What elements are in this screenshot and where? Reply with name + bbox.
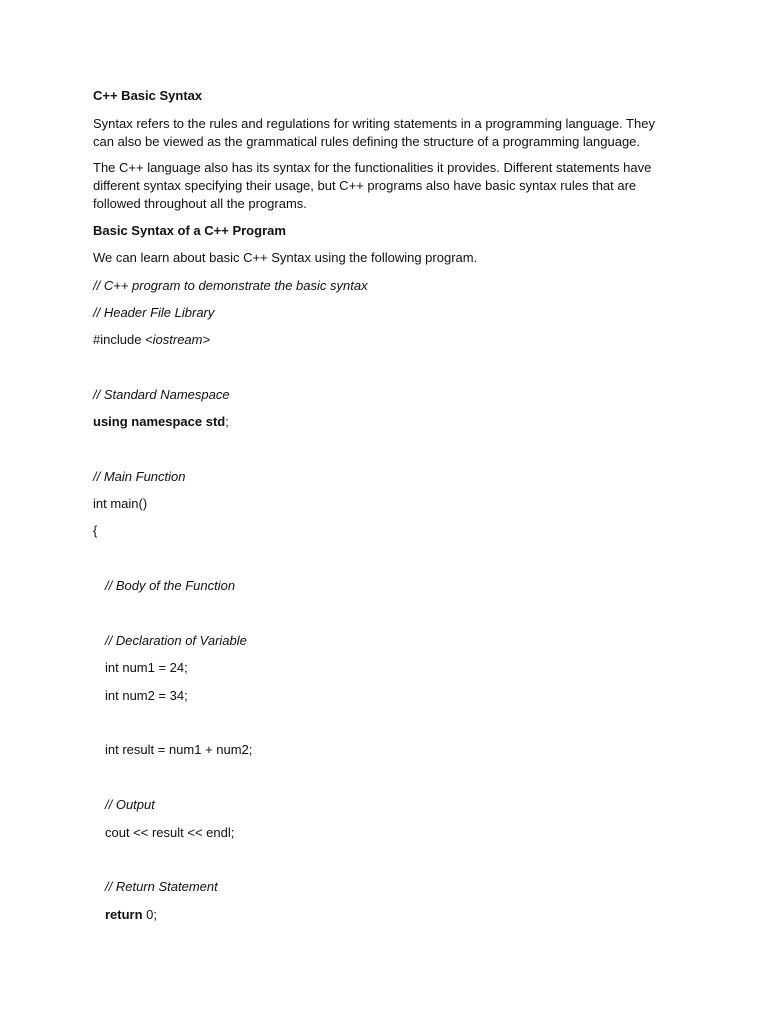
code-comment-output: // Output — [105, 797, 155, 812]
code-comment-demo: // C++ program to demonstrate the basic syntax — [93, 278, 368, 293]
code-comment-main: // Main Function — [93, 469, 186, 484]
code-num1-line: int num1 = 24; — [105, 660, 188, 675]
code-comment-namespace: // Standard Namespace — [93, 387, 230, 402]
code-open-brace: { — [93, 523, 98, 538]
using-semicolon: ; — [225, 414, 229, 429]
using-statement: using namespace std — [93, 414, 226, 429]
doc-title: C++ Basic Syntax — [93, 88, 203, 103]
include-directive: #include — [93, 332, 146, 347]
code-comment-body: // Body of the Function — [105, 578, 236, 593]
intro-paragraph-1: Syntax refers to the rules and regulations for writing statements in a programming language. They can also be viewed as the grammatical rules defining the structure of a programming language. — [93, 116, 655, 149]
code-result-line: int result = num1 + num2; — [105, 742, 253, 757]
return-value: 0; — [142, 907, 158, 922]
code-return-line — [105, 906, 157, 924]
include-library: <iostream> — [145, 332, 211, 347]
code-comment-declaration: // Declaration of Variable — [105, 633, 247, 648]
section-heading: Basic Syntax of a C++ Program — [93, 223, 286, 238]
lead-in-text: We can learn about basic C++ Syntax using the following program. — [93, 250, 478, 265]
code-comment-header: // Header File Library — [93, 305, 215, 320]
code-cout-line: cout << result << endl; — [105, 825, 235, 840]
code-main-signature: int main() — [93, 496, 148, 511]
code-num2-line: int num2 = 34; — [105, 688, 188, 703]
code-comment-return: // Return Statement — [105, 879, 218, 894]
intro-paragraph-2: The C++ language also has its syntax for the functionalities it provides. Different statements have different syntax specifying their usage, but C++ programs also have basic syntax rules that are followed throughout all the programs. — [93, 160, 652, 211]
code-include-line — [93, 331, 210, 349]
code-using-line — [93, 413, 229, 431]
return-keyword: return — [105, 907, 143, 922]
